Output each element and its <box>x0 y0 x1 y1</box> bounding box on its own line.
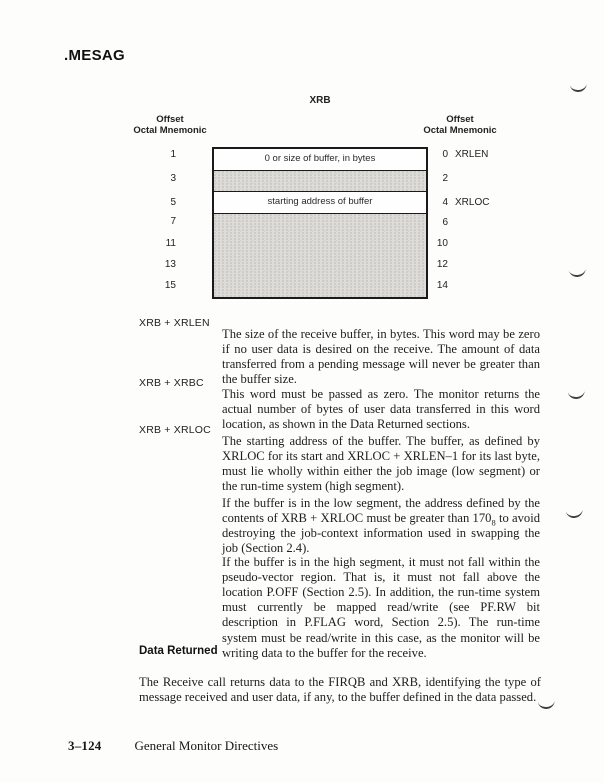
xrb-diagram <box>212 147 428 299</box>
page-curl-mark <box>538 698 556 709</box>
page-number: 3–124 <box>68 738 102 753</box>
right-offset-header-line1: Offset <box>446 114 474 125</box>
data-returned-heading: Data Returned <box>139 645 218 657</box>
right-offset-label <box>433 238 455 249</box>
definition-term-xrlen: XRB + XRLEN <box>139 317 210 329</box>
left-offset-label: 15 <box>164 280 176 291</box>
offset-value: 10 <box>436 238 448 249</box>
right-offset-label <box>433 149 488 160</box>
page-curl-mark <box>565 507 583 519</box>
right-offset-header-line2: Octal Mnemonic <box>423 125 497 136</box>
definition-text-xrloc: The starting address of the buffer. The buffer, as defined by XRLOC for its start and XRLOC + XRLEN–1 for its last byte, must lie wholly within either the job image (low segment) or the run-time system (high segment). <box>222 433 540 494</box>
definition-term-xrbc: XRB + XRBC <box>139 377 204 389</box>
left-offset-label: 11 <box>165 238 176 249</box>
offset-value: 2 <box>442 173 448 184</box>
right-offset-label <box>433 197 489 208</box>
left-offset-label: 7 <box>170 216 176 227</box>
right-offset-header <box>408 114 512 136</box>
definition-text-xrlen: The size of the receive buffer, in bytes. This word may be zero if no user data is desired on the receive. The amount of data transferred from a pending message will never be greater than the buffer size. <box>222 326 540 387</box>
right-offset-label <box>433 280 455 291</box>
data-returned-paragraph: The Receive call returns data to the FIRQB and XRB, identifying the type of message received and user data, if any, to the buffer defined in the data passed. <box>139 674 541 704</box>
low-segment-text: If the buffer is in the low segment, the address defined by the contents of XRB + XRLOC must be greater than 170 <box>222 495 540 525</box>
page-title: .MESAG <box>64 47 125 64</box>
right-offset-label <box>433 217 455 228</box>
definition-text-xrbc: This word must be passed as zero. The monitor returns the actual number of bytes of user data transferred in this word location, as shown in the Data Returned sections. <box>222 386 540 431</box>
page-curl-mark <box>568 388 586 399</box>
left-offset-header-line1: Offset <box>156 114 184 125</box>
right-offset-label <box>433 259 455 270</box>
left-offset-header <box>118 114 222 136</box>
left-offset-label: 3 <box>170 173 176 184</box>
page-footer <box>68 738 278 754</box>
page-curl-mark <box>569 266 587 278</box>
right-offset-label <box>433 173 455 184</box>
offset-value: 12 <box>436 259 448 270</box>
footer-section-title: General Monitor Directives <box>134 738 279 753</box>
mnemonic-label: XRLEN <box>455 149 489 160</box>
offset-value: 4 <box>442 197 448 208</box>
diagram-title: XRB <box>309 95 331 106</box>
left-offset-header-line2: Octal Mnemonic <box>133 125 207 136</box>
offset-value: 6 <box>442 217 448 228</box>
octal-subscript: 8 <box>491 517 496 528</box>
offset-value: 14 <box>436 280 448 291</box>
left-offset-label: 13 <box>164 259 176 270</box>
low-segment-text-after: to avoid destroying the job-context information used in swapping the job (Section 2.4). <box>222 510 540 556</box>
xrb-row-xrlen: 0 or size of buffer, in bytes <box>214 149 426 171</box>
definition-term-xrloc: XRB + XRLOC <box>139 424 211 436</box>
xrb-row-reserved-block <box>214 214 426 298</box>
definition-text-xrloc-high-segment: If the buffer is in the high segment, it must not fall within the pseudo-vector region. That is, it must not fall above the location P.OFF (Section 2.5). In addition, the run-time system must currently be mapped read/write (see PF.RW bit description in P.FLAG word, Section 2.5). The run-time system must be read/write in this case, as the monitor will be writing data to the buffer for the receive. <box>222 554 540 660</box>
xrb-row-xrloc: starting address of buffer <box>214 192 426 214</box>
definition-text-xrloc-low-segment <box>222 496 540 557</box>
page-curl-mark <box>570 81 588 92</box>
left-offset-label: 5 <box>170 197 176 208</box>
offset-value: 0 <box>442 149 448 160</box>
xrb-row-reserved-1 <box>214 171 426 193</box>
mnemonic-label: XRLOC <box>455 197 490 208</box>
left-offset-label: 1 <box>170 149 176 160</box>
